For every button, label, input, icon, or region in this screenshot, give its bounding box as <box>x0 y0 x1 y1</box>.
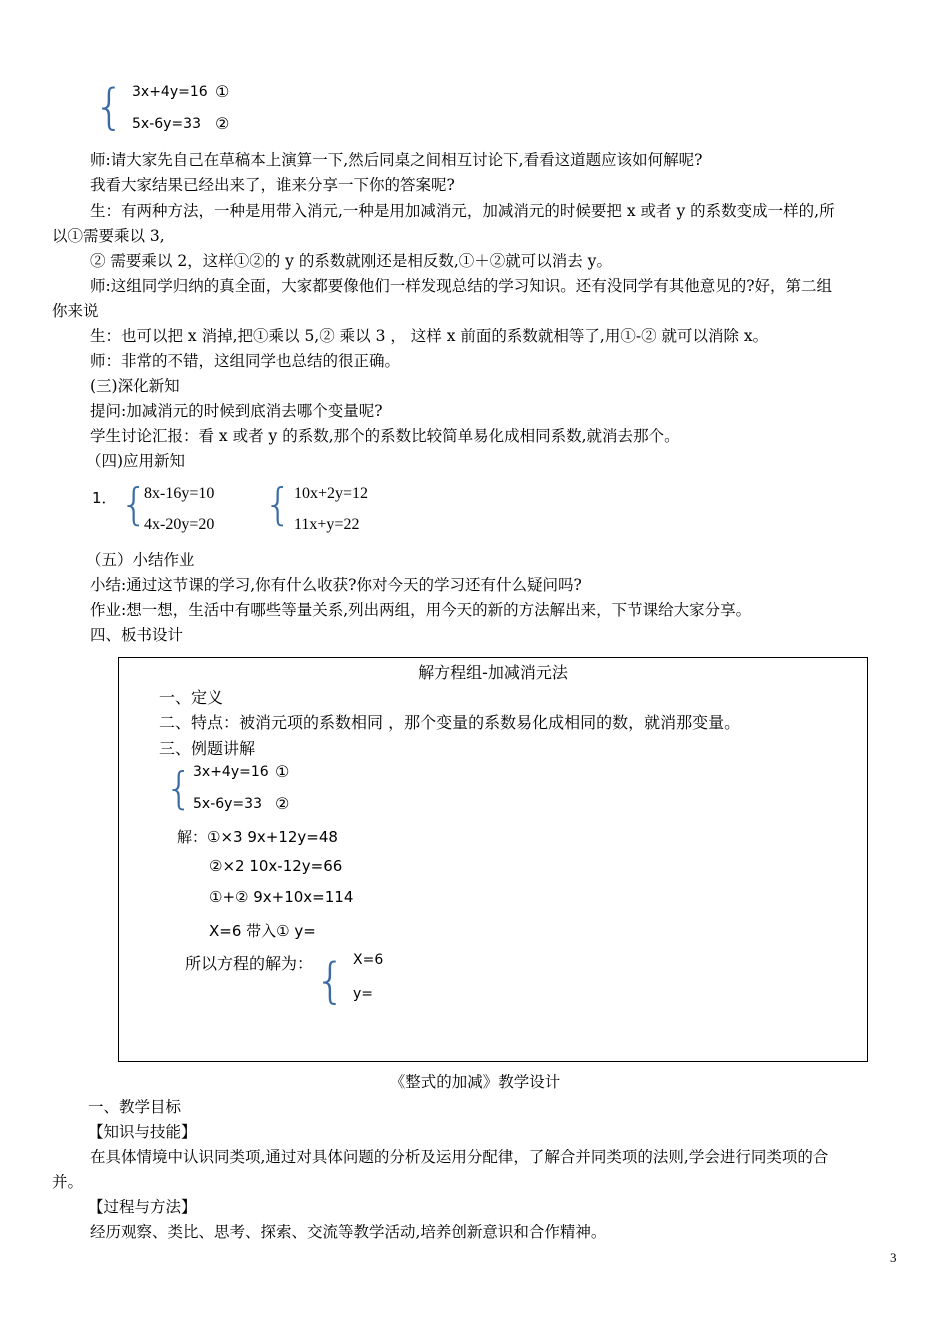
paragraph: 作业:想一想，生活中有哪些等量关系,列出两组，用今天的新的方法解出来，下节课给大家分享。 <box>90 601 752 619</box>
solution-step: X=6 带入① y= <box>209 922 316 940</box>
board-title: 解方程组-加减消元法 <box>418 663 568 682</box>
board-equation-2: 5x-6y=33 <box>193 796 262 812</box>
left-brace-icon: { <box>165 763 193 814</box>
left-brace-icon: { <box>94 79 125 135</box>
equation-1-number: ① <box>215 82 230 101</box>
exercise-equation-b2: 11x+y=22 <box>294 516 360 533</box>
solution-conclusion: 所以方程的解为： <box>185 954 314 973</box>
left-brace-icon: { <box>315 953 346 1009</box>
paragraph: 学生讨论汇报：看 x 或者 y 的系数,那个的系数比较简单易化成相同系数,就消去那个。 <box>90 427 680 445</box>
paragraph: 小结:通过这节课的学习,你有什么收获?你对今天的学习还有什么疑问吗? <box>90 576 582 594</box>
paragraph: 我看大家结果已经出来了，谁来分享一下你的答案呢? <box>90 176 455 194</box>
board-line: 二、特点：被消元项的系数相同 ，那个变量的系数易化成相同的数，就消那变量。 <box>159 713 741 732</box>
paragraph: 经历观察、类比、思考、探索、交流等教学活动,培养创新意识和合作精神。 <box>90 1223 607 1241</box>
section-heading: 四、板书设计 <box>90 626 184 644</box>
board-equation-1: 3x+4y=16 <box>193 764 269 780</box>
paragraph: ② 需要乘以 2，这样①②的 y 的系数就刚还是相反数,①＋②就可以消去 y。 <box>90 252 612 270</box>
solution-step: ①+② 9x+10x=114 <box>209 888 354 906</box>
board-line: 一、定义 <box>159 688 224 707</box>
paragraph: 生：也可以把 x 消掉,把①乘以 5,② 乘以 3 ， 这样 x 前面的系数就相等了,用①-② 就可以消除 x。 <box>90 327 769 345</box>
exercise-equation-a1: 8x-16y=10 <box>144 485 215 502</box>
equation-2-number: ② <box>215 114 230 133</box>
section-heading: 一、教学目标 <box>88 1098 182 1116</box>
solution-result-y: y= <box>353 986 374 1002</box>
board-equation-1-number: ① <box>275 762 290 781</box>
paragraph: 以①需要乘以 3, <box>52 227 165 245</box>
subsection-heading: 【知识与技能】 <box>88 1123 197 1141</box>
blackboard-design-box <box>118 657 868 1062</box>
paragraph: 生：有两种方法，一种是用带入消元,一种是用加减消元，加减消元的时候要把 x 或者 y 的系数变成一样的,所 <box>90 202 835 220</box>
exercise-equation-b1: 10x+2y=12 <box>294 485 369 502</box>
equation-1: 3x+4y=16 <box>132 84 208 100</box>
equation-2: 5x-6y=33 <box>132 116 201 132</box>
left-brace-icon: { <box>120 479 148 530</box>
section-heading: (三)深化新知 <box>90 377 180 395</box>
paragraph: 提问:加减消元的时候到底消去哪个变量呢? <box>90 402 383 420</box>
solution-step: 解：①×3 9x+12y=48 <box>177 828 338 846</box>
section-heading: （五）小结作业 <box>86 551 195 569</box>
paragraph: 你来说 <box>52 302 99 320</box>
left-brace-icon: { <box>264 479 292 530</box>
paragraph: 在具体情境中认识同类项,通过对具体问题的分析及运用分配律，了解合并同类项的法则,学会进行同类项的合 <box>90 1148 829 1166</box>
board-line: 三、例题讲解 <box>159 739 256 758</box>
exercise-equation-a2: 4x-20y=20 <box>144 516 215 533</box>
paragraph: 师:这组同学归纳的真全面，大家都要像他们一样发现总结的学习知识。还有没同学有其他意见的?好，第二组 <box>90 277 833 295</box>
board-equation-2-number: ② <box>275 794 290 813</box>
page-number: 3 <box>890 1250 897 1265</box>
paragraph: 师:请大家先自己在草稿本上演算一下,然后同桌之间相互讨论下,看看这道题应该如何解呢? <box>90 151 703 169</box>
paragraph: 师：非常的不错，这组同学也总结的很正确。 <box>90 352 401 370</box>
exercise-number: 1． <box>92 489 117 507</box>
subsection-heading: 【过程与方法】 <box>88 1198 197 1216</box>
paragraph: 并。 <box>52 1173 84 1191</box>
solution-result-x: X=6 <box>353 952 384 968</box>
section-heading: （四)应用新知 <box>86 452 186 470</box>
document-title: 《整式的加减》教学设计 <box>389 1073 561 1091</box>
solution-step: ②×2 10x-12y=66 <box>209 857 343 875</box>
